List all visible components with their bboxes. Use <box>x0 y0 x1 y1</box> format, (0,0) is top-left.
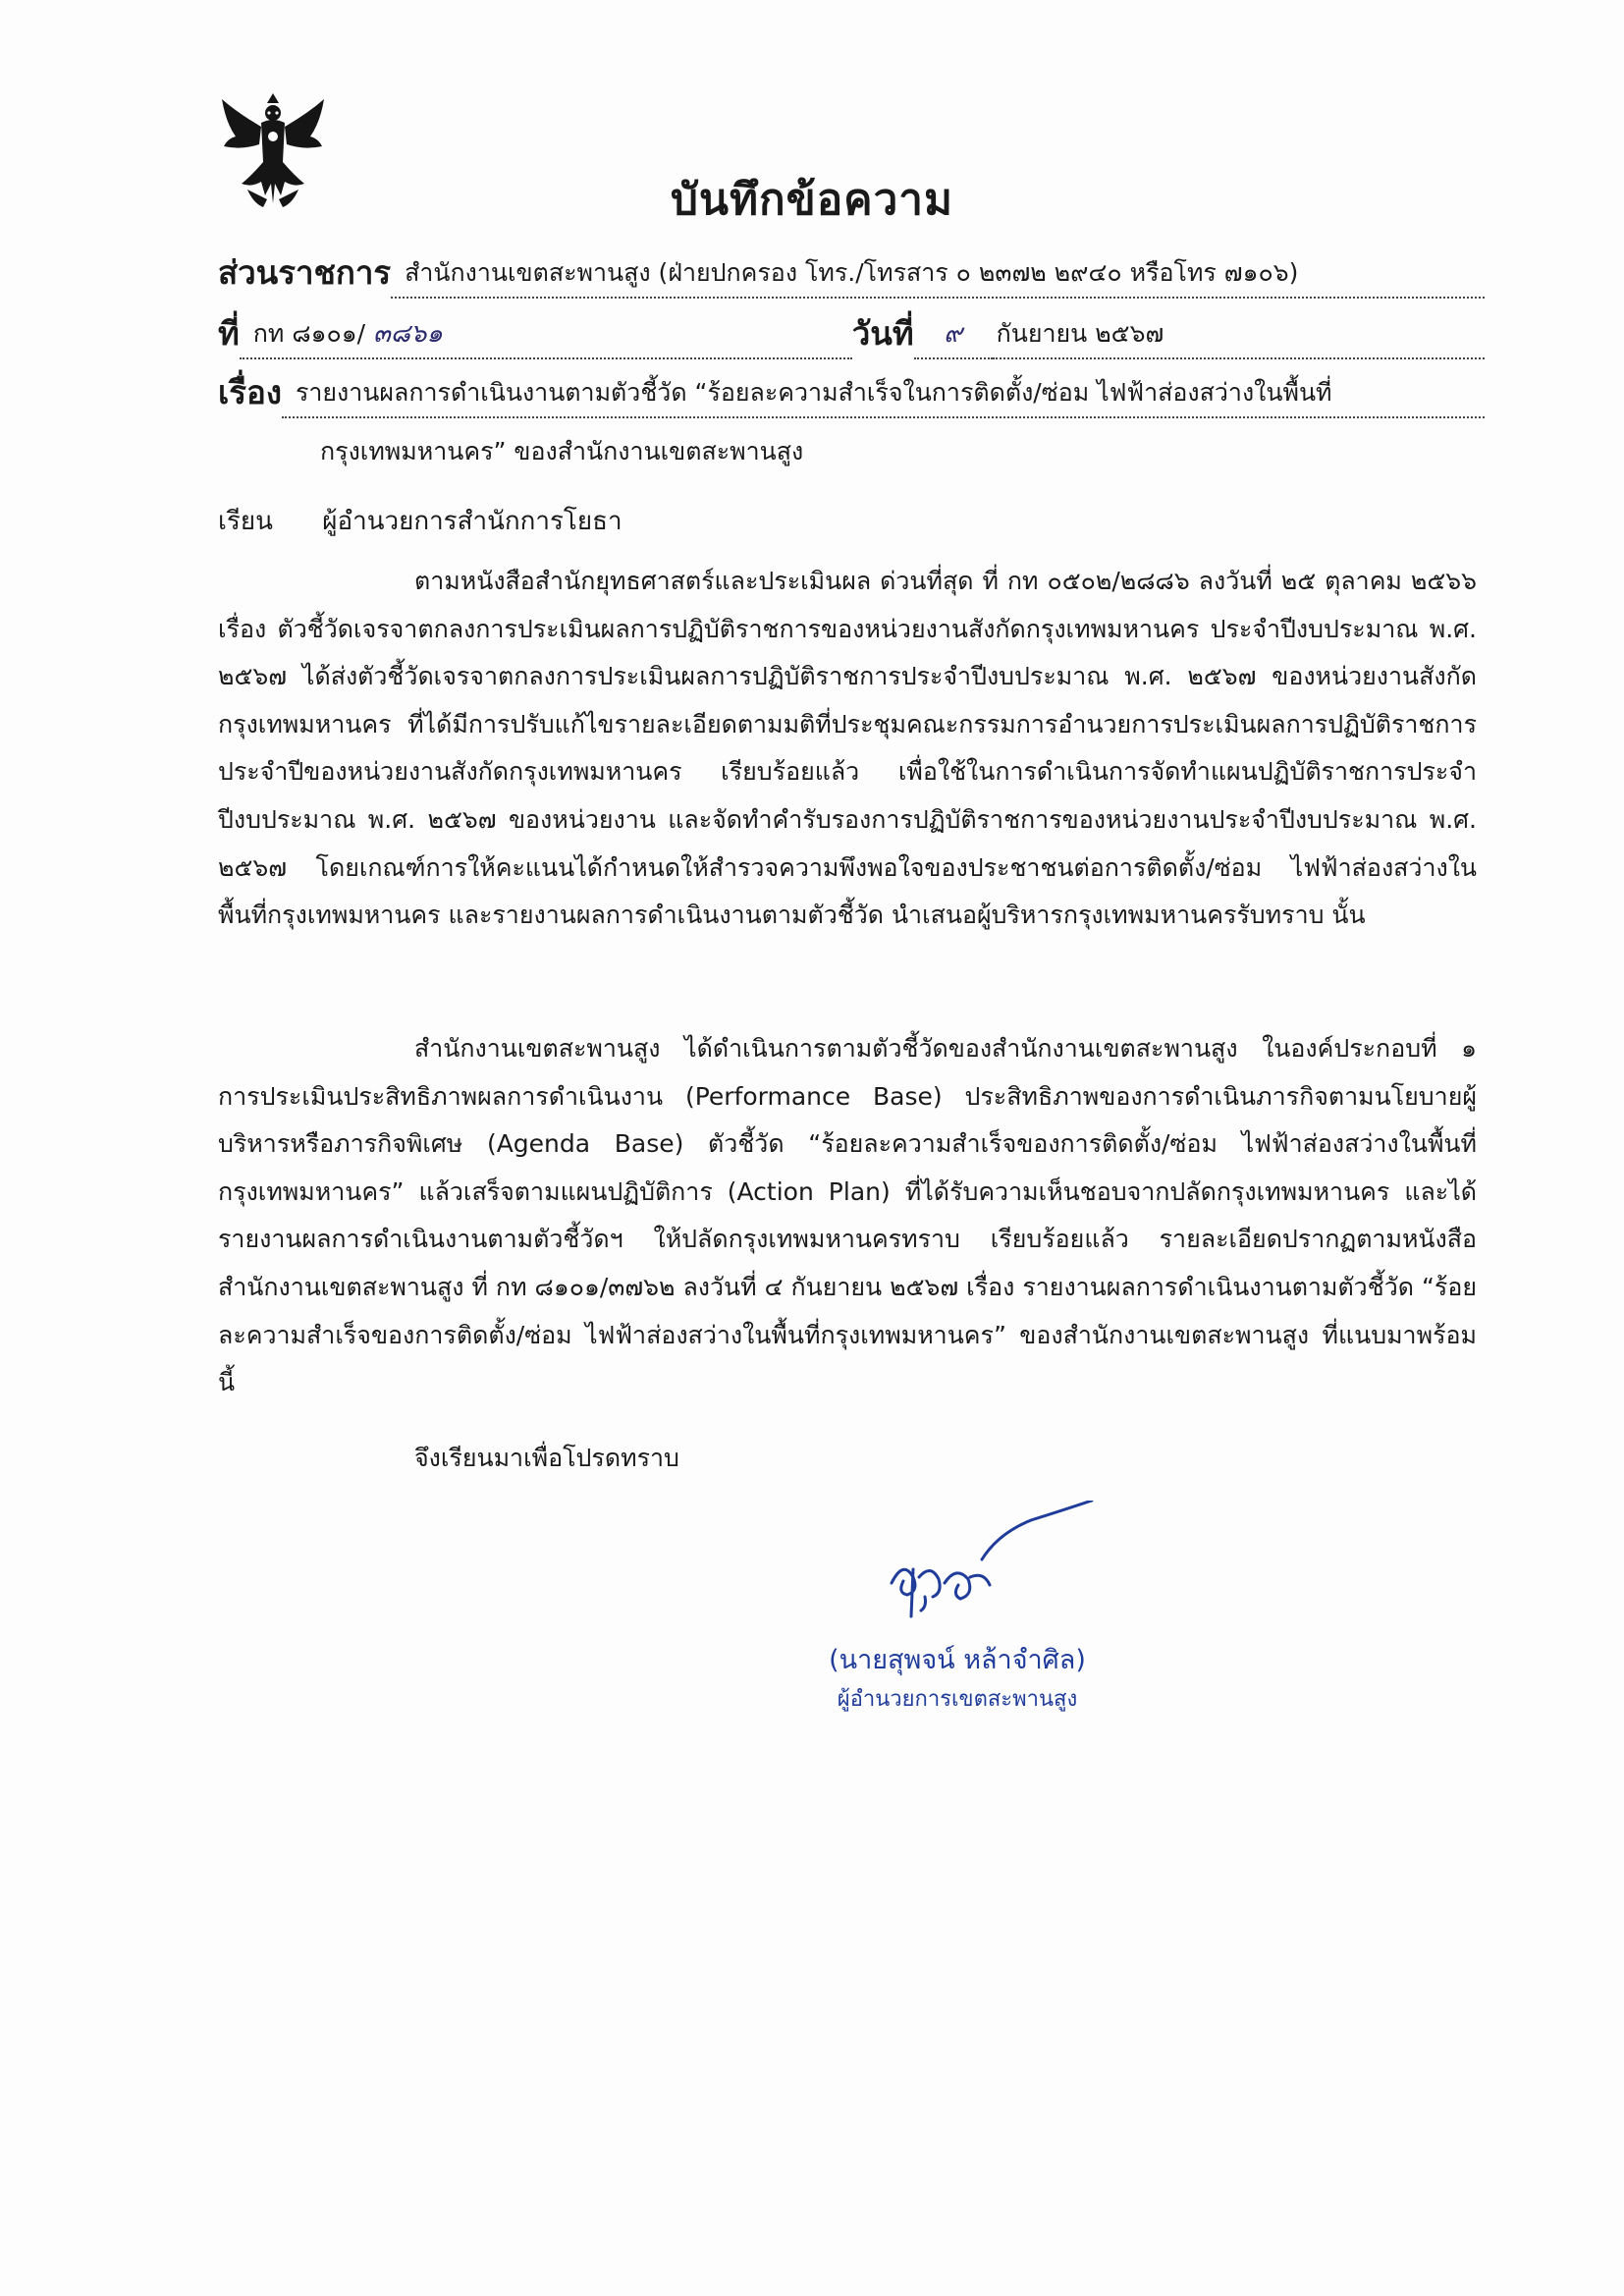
reference-label: ที่ <box>218 314 240 353</box>
subject-row <box>218 373 1485 418</box>
handwritten-signature <box>874 1501 1110 1638</box>
salutation-label: เรียน <box>218 507 273 536</box>
reference-number: กท ๘๑๐๑/ <box>252 319 366 348</box>
body-paragraph-2: สำนักงานเขตสะพานสูง ได้ดำเนินการตามตัวชี้วัดของสำนักงานเขตสะพานสูง ในองค์ประกอบที่ ๑ การประเมินประสิทธิภาพผลการดำเนินงาน (Performance Base) ประสิทธิภาพของการดำเนินภารกิจตามนโยบายผู้บริหารหรือภารกิจพิเศษ (Agenda Base) ตัวชี้วัด “ร้อยละความสำเร็จของการติดตั้ง/ซ่อม ไฟฟ้าส่องสว่างในพื้นที่กรุงเทพมหานคร” แล้วเสร็จตามแผนปฏิบัติการ (Action Plan) ที่ได้รับความเห็นชอบจากปลัดกรุงเทพมหานคร และได้รายงานผลการดำเนินงานตามตัวชี้วัดฯ ให้ปลัดกรุงเทพมหานครทราบ เรียบร้อยแล้ว รายละเอียดปรากฏตามหนังสือสำนักงานเขตสะพานสูง ที่ กท ๘๑๐๑/๓๗๖๒ ลงวันที่ ๔ กันยายน ๒๕๖๗ เรื่อง รายงานผลการดำเนินงานตามตัวชี้วัด “ร้อยละความสำเร็จของการติดตั้ง/ซ่อม ไฟฟ้าส่องสว่างในพื้นที่กรุงเทพมหานคร” ของสำนักงานเขตสะพานสูง ที่แนบมาพร้อมนี้ <box>218 1034 1477 1397</box>
date-day-handwritten: ๙ <box>914 313 993 359</box>
subject-label: เรื่อง <box>218 373 282 411</box>
subject-line-1: รายงานผลการดำเนินงานตามตัวชี้วัด “ร้อยละความสำเร็จในการติดตั้ง/ซ่อม ไฟฟ้าส่องสว่างในพื้นที่ <box>282 373 1485 418</box>
date-month-year: กันยายน ๒๕๖๗ <box>993 314 1485 359</box>
agency-label: ส่วนราชการ <box>218 253 392 292</box>
reference-row <box>218 314 1485 359</box>
agency-value: สำนักงานเขตสะพานสูง (ฝ่ายปกครอง โทร./โทรสาร ๐ ๒๓๗๒ ๒๙๔๐ หรือโทร ๗๑๐๖) <box>391 253 1485 299</box>
salutation <box>218 501 623 541</box>
date-label: วันที่ <box>851 314 914 353</box>
reference-handwritten-number: ๓๘๖๑ <box>373 319 443 349</box>
memo-title: บันทึกข้อความ <box>670 175 953 225</box>
subject-line-2: กรุงเทพมหานคร” ของสำนักงานเขตสะพานสูง <box>320 437 804 465</box>
agency-row <box>218 253 1485 299</box>
signer-name: (นายสุพจน์ หล้าจำศิล) <box>829 1645 1086 1675</box>
salutation-recipient: ผู้อำนวยการสำนักการโยธา <box>322 507 623 536</box>
signer-position: ผู้อำนวยการเขตสะพานสูง <box>837 1687 1078 1712</box>
reference-value <box>240 313 852 359</box>
body-paragraph-1: ตามหนังสือสำนักยุทธศาสตร์และประเมินผล ด่วนที่สุด ที่ กท ๐๕๐๒/๒๘๘๖ ลงวันที่ ๒๕ ตุลาคม ๒๕๖๖ เรื่อง ตัวชี้วัดเจรจาตกลงการประเมินผลการปฏิบัติราชการของหน่วยงานสังกัดกรุงเทพมหานคร ประจำปีงบประมาณ พ.ศ. ๒๕๖๗ ได้ส่งตัวชี้วัดเจรจาตกลงการประเมินผลการปฏิบัติราชการประจำปีงบประมาณ พ.ศ. ๒๕๖๗ ของหน่วยงานสังกัดกรุงเทพมหานคร ที่ได้มีการปรับแก้ไขรายละเอียดตามมติที่ประชุมคณะกรรมการอำนวยการประเมินผลการปฏิบัติราชการประจำปีของหน่วยงานสังกัดกรุงเทพมหานคร เรียบร้อยแล้ว เพื่อใช้ในการดำเนินการจัดทำแผนปฏิบัติราชการประจำปีงบประมาณ พ.ศ. ๒๕๖๗ ของหน่วยงาน และจัดทำคำรับรองการปฏิบัติราชการของหน่วยงานประจำปีงบประมาณ พ.ศ. ๒๕๖๗ โดยเกณฑ์การให้คะแนนได้กำหนดให้สำรวจความพึงพอใจของประชาชนต่อการติดตั้ง/ซ่อม ไฟฟ้าส่องสว่างในพื้นที่กรุงเทพมหานคร และรายงานผลการดำเนินงานตามตัวชี้วัด นำเสนอผู้บริหารกรุงเทพมหานครรับทราบ นั้น <box>218 567 1477 930</box>
closing-line: จึงเรียนมาเพื่อโปรดทราบ <box>414 1444 679 1472</box>
